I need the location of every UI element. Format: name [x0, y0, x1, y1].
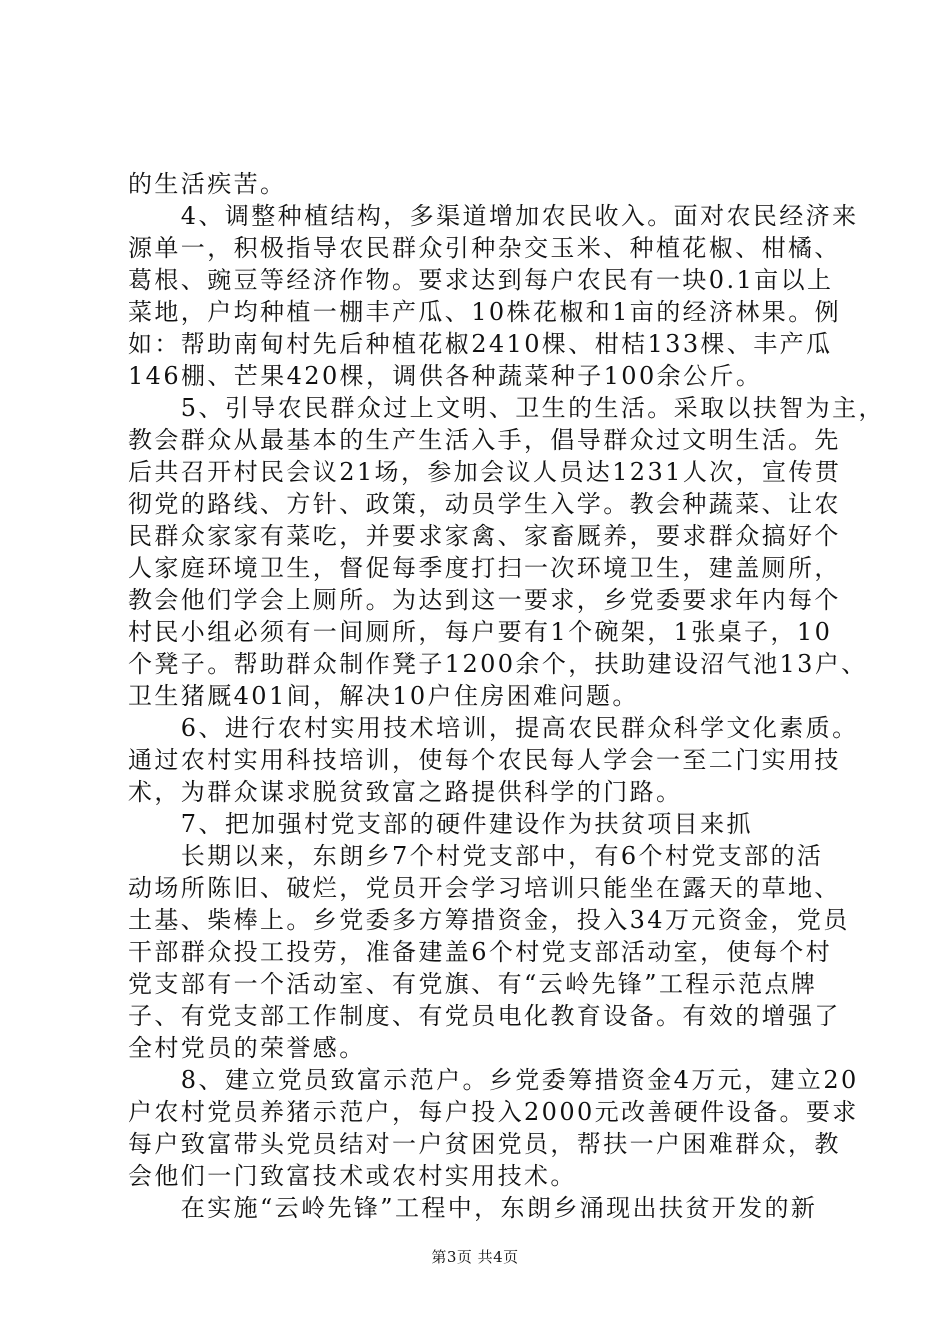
text-line: 6、进行农村实用技术培训，提高农民群众科学文化素质。 [128, 714, 859, 742]
text-line: 干部群众投工投劳，准备建盖6个村党支部活动室，使每个村 [128, 938, 833, 966]
text-line: 教会他们学会上厕所。为达到这一要求，乡党委要求年内每个 [128, 586, 841, 614]
text-line: 动场所陈旧、破烂，党员开会学习培训只能坐在露天的草地、 [128, 874, 841, 902]
text-line: 4、调整种植结构，多渠道增加农民收入。面对农民经济来 [128, 202, 859, 230]
text-line: 在实施“云岭先锋”工程中，东朗乡涌现出扶贫开发的新 [128, 1194, 818, 1222]
text-line: 如：帮助南甸村先后种植花椒2410棵、柑桔133棵、丰产瓜 [128, 330, 833, 358]
text-line: 通过农村实用科技培训，使每个农民每人学会一至二门实用技 [128, 746, 841, 774]
text-line: 的生活疾苦。 [128, 170, 287, 198]
text-line: 土基、柴棒上。乡党委多方筹措资金，投入34万元资金，党员 [128, 906, 850, 934]
document-body [128, 168, 885, 1224]
text-line: 葛根、豌豆等经济作物。要求达到每户农民有一块0.1亩以上 [128, 266, 834, 294]
text-line: 个凳子。帮助群众制作凳子1200余个，扶助建设沼气池13户、 [128, 650, 868, 678]
text-line: 民群众家家有菜吃，并要求家禽、家畜厩养，要求群众搞好个 [128, 522, 841, 550]
page-footer: 第3页 共4页 [431, 1248, 519, 1266]
text-line: 党支部有一个活动室、有党旗、有“云岭先锋”工程示范点牌 [128, 970, 818, 998]
text-line: 术，为群众谋求脱贫致富之路提供科学的门路。 [128, 778, 683, 806]
text-line: 146棚、芒果420棵，调供各种蔬菜种子100余公斤。 [128, 362, 763, 390]
text-line: 长期以来，东朗乡7个村党支部中，有6个村党支部的活 [128, 842, 824, 870]
text-line: 8、建立党员致富示范户。乡党委筹措资金4万元，建立20 [128, 1066, 859, 1094]
text-line: 会他们一门致富技术或农村实用技术。 [128, 1162, 577, 1190]
text-line: 人家庭环境卫生，督促每季度打扫一次环境卫生，建盖厕所， [128, 554, 841, 582]
text-line: 子、有党支部工作制度、有党员电化教育设备。有效的增强了 [128, 1002, 841, 1030]
text-line: 卫生猪厩401间，解决10户住房困难问题。 [128, 682, 639, 710]
text-line: 5、引导农民群众过上文明、卫生的生活。采取以扶智为主， [128, 394, 885, 422]
text-line: 源单一，积极指导农民群众引种杂交玉米、种植花椒、柑橘、 [128, 234, 841, 262]
text-line: 户农村党员养猪示范户，每户投入2000元改善硬件设备。要求 [128, 1098, 859, 1126]
text-line: 7、把加强村党支部的硬件建设作为扶贫项目来抓 [128, 810, 753, 838]
text-line: 村民小组必须有一间厕所，每户要有1个碗架，1张桌子，10 [128, 618, 833, 646]
text-line: 菜地，户均种植一棚丰产瓜、10株花椒和1亩的经济林果。例 [128, 298, 842, 326]
text-line: 彻党的路线、方针、政策，动员学生入学。教会种蔬菜、让农 [128, 490, 841, 518]
text-line: 教会群众从最基本的生产生活入手，倡导群众过文明生活。先 [128, 426, 841, 454]
text-line: 全村党员的荣誉感。 [128, 1034, 366, 1062]
text-line: 每户致富带头党员结对一户贫困党员，帮扶一户困难群众，教 [128, 1130, 841, 1158]
text-line: 后共召开村民会议21场，参加会议人员达1231人次，宣传贯 [128, 458, 842, 486]
